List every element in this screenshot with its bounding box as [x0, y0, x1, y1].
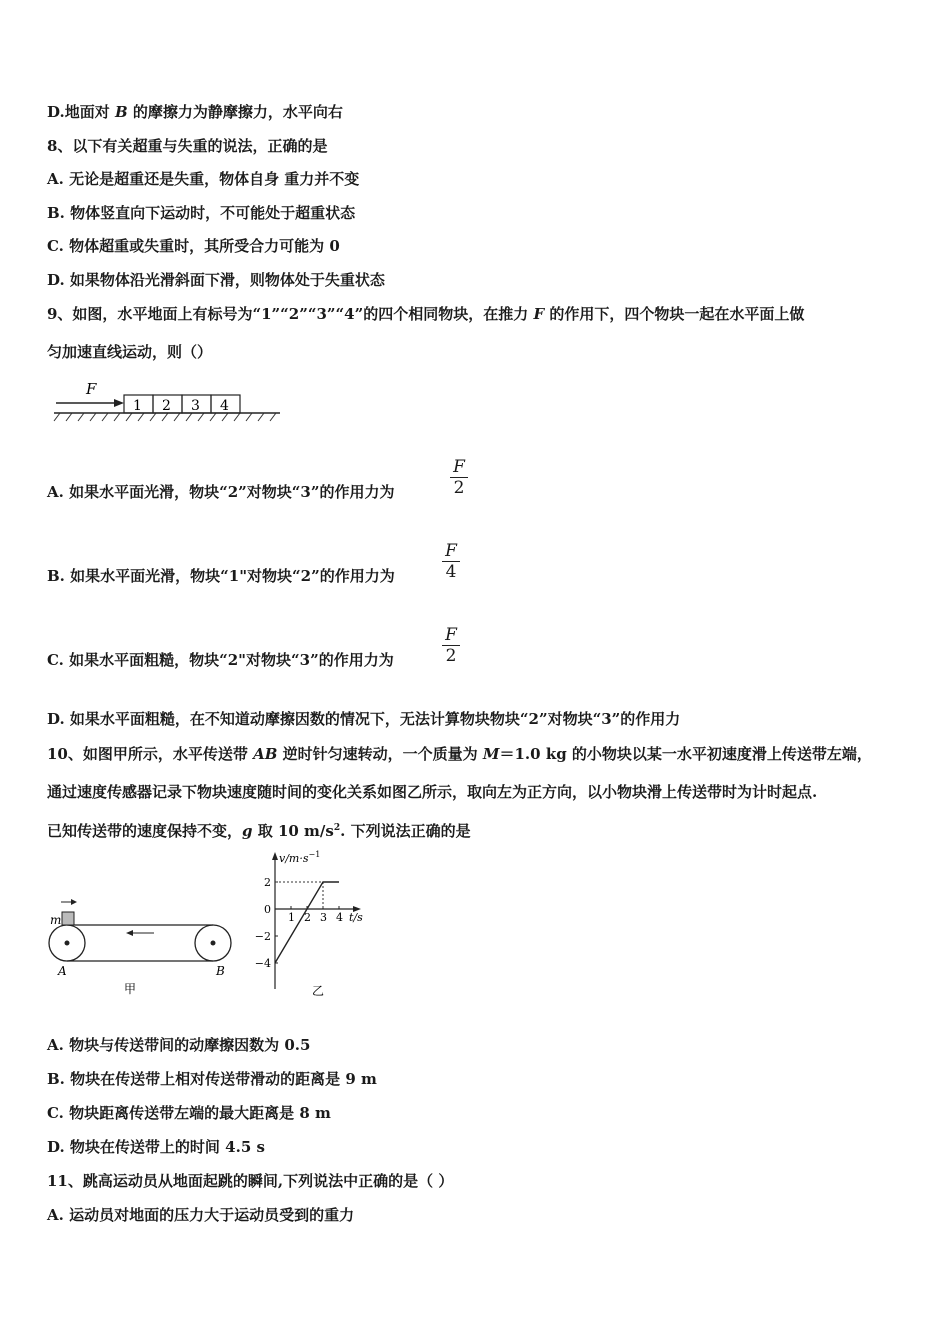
x-tick-label: 2 — [304, 911, 311, 924]
q9-option-b-fraction: F 4 — [442, 541, 460, 582]
q8-option-b: B. 物体竖直向下运动时，不可能处于超重状态 — [47, 204, 356, 222]
force-label: F — [86, 380, 97, 398]
q11-option-a: A. 运动员对地面的压力大于运动员受到的重力 — [47, 1206, 355, 1224]
q9-option-d: D. 如果水平面粗糙，在不知道动摩擦因数的情况下，无法计算物块物块“2”对物块“3”的作用力 — [47, 710, 681, 728]
y-axis-label-sup: −1 — [308, 850, 321, 859]
label-b: B — [216, 964, 225, 978]
y-tick-label: −2 — [254, 930, 271, 943]
q9-stem-line2: 匀加速直线运动，则（） — [47, 343, 213, 361]
q10-conveyor-figure — [44, 893, 244, 1005]
y-tick-label: 0 — [264, 903, 271, 916]
q9-option-c: C. 如果水平面粗糙，物块“2"对物块“3”的作用力为 — [47, 651, 394, 669]
small-block — [62, 912, 74, 925]
q10-stem-line2: 通过速度传感器记录下物块速度随时间的变化关系如图乙所示，取向左为正方向，以小物块滑上传送带时为计时起点. — [47, 783, 818, 801]
x-tick-label: 1 — [288, 911, 295, 924]
caption-yi: 乙 — [312, 984, 325, 998]
label-a: A — [58, 964, 67, 978]
y-tick-label: −4 — [254, 957, 271, 970]
q8-option-c: C. 物体超重或失重时，其所受合力可能为 0 — [47, 237, 340, 255]
q10-option-a: A. 物块与传送带间的动摩擦因数为 0.5 — [47, 1036, 311, 1054]
q10-vt-graph — [252, 847, 372, 1002]
q9-option-b: B. 如果水平面光滑，物块“1"对物块“2”的作用力为 — [47, 567, 395, 585]
block-4-label: 4 — [220, 398, 229, 414]
q9-stem-line1: 9、如图，水平地面上有标号为“1”“2”“3”“4”的四个相同物块，在推力 F 的作用下，四个物块一起在水平面上做 — [47, 305, 805, 323]
y-axis-label: v/m·s — [279, 852, 309, 865]
x-tick-label: 3 — [320, 911, 327, 924]
q8-option-a: A. 无论是超重还是失重，物体自身 重力并不变 — [47, 170, 360, 188]
mass-label: m — [50, 913, 62, 927]
q9-option-c-fraction: F 2 — [442, 625, 460, 666]
y-tick-label: 2 — [264, 876, 271, 889]
x-tick-label: 4 — [336, 911, 343, 924]
option-label: D. — [47, 103, 65, 121]
q8-option-d: D. 如果物体沿光滑斜面下滑，则物体处于失重状态 — [47, 271, 385, 289]
q9-option-a-fraction: F 2 — [450, 457, 468, 498]
x-axis-label: t/s — [349, 911, 363, 924]
q10-stem-line1: 10、如图甲所示，水平传送带 AB 逆时针匀速转动，一个质量为 M＝1.0 kg 的小物块以某一水平初速度滑上传送带左端， — [47, 745, 872, 763]
q10-option-d: D. 物块在传送带上的时间 4.5 s — [47, 1138, 265, 1156]
q11-stem: 11、跳高运动员从地面起跳的瞬间,下列说法中正确的是（ ） — [47, 1172, 454, 1190]
block-2-label: 2 — [162, 398, 171, 414]
q9-blocks-figure — [50, 376, 290, 426]
q9-option-a: A. 如果水平面光滑，物块“2”对物块“3”的作用力为 — [47, 483, 395, 501]
q10-stem-line3: 已知传送带的速度保持不变，g 取 10 $m/s^2$. 下列说法正确的是 — [47, 822, 471, 840]
block-3-label: 3 — [191, 398, 200, 414]
q10-option-b: B. 物块在传送带上相对传送带滑动的距离是 9 m — [47, 1070, 377, 1088]
block-1-label: 1 — [133, 398, 142, 414]
svg-text:v/m·s−1 — [279, 850, 320, 865]
q8-stem: 8、以下有关超重与失重的说法，正确的是 — [47, 137, 328, 155]
caption-jia: 甲 — [124, 982, 137, 996]
q7-option-d: D.地面对 B 的摩擦力为静摩擦力，水平向右 — [47, 103, 343, 121]
q10-option-c: C. 物块距离传送带左端的最大距离是 8 m — [47, 1104, 331, 1122]
